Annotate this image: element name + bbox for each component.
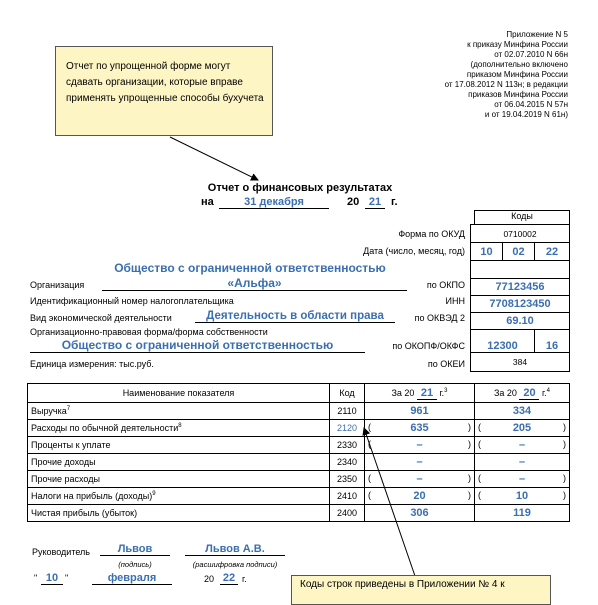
label-po-okopf: по ОКОПФ/ОКФС [392,341,465,351]
label-po-okpo: по ОКПО [426,280,465,290]
table-row [28,420,570,437]
label-units: Единица измерения: тыс.руб. [30,359,154,369]
legal-form-value: Общество с ограниченной ответственностью [30,338,365,353]
paren-open: ( [368,439,371,449]
row-code: 2350 [330,471,365,488]
activity-value: Деятельность в области права [195,310,395,323]
paren-close: ) [563,439,566,449]
row-value-v2: 10 ( ) [475,488,570,505]
row-value-v1: – [365,454,475,471]
sign-date-line [32,572,272,587]
org-name-line2: «Альфа» [102,276,407,291]
table-header-row [28,384,570,403]
report-year: 21 [365,196,385,209]
row-note: 7 [66,406,71,412]
year-suffix: г. [391,196,398,208]
callout-line-codes: Коды строк приведены в Приложении № 4 к [291,575,551,605]
appendix-line: Приложение N 5 [506,30,568,39]
date-month: 02 [503,243,535,261]
codes-header: Коды [474,210,570,224]
row-value-v1: 306 [365,505,475,522]
row-note: 9 [152,491,156,497]
paren-open: ( [478,473,481,483]
row-name: Выручка$^7$ [28,403,330,420]
appendix-line: приказов Минфина России [468,90,568,99]
sign-date-year: 22 [220,572,238,585]
paren-open: ( [478,422,481,432]
report-title: Отчет о финансовых результатах [207,182,393,194]
row-code: 2330 [330,437,365,454]
label-po-okved: по ОКВЭД 2 [414,313,465,323]
sign-date-suffix: г. [242,574,247,584]
row-code: 2410 [330,488,365,505]
label-director: Руководитель [32,547,90,557]
row-code: 2340 [330,454,365,471]
name-caption: (расшифровка подписи) [192,560,278,569]
header-col2-note: 4 [546,387,550,394]
paren-close: ) [563,473,566,483]
label-date: Дата (число, месяц, год) [363,246,465,256]
table-row [28,505,570,522]
financial-results-table [27,383,570,522]
header-name: Наименование показателя [28,384,330,403]
appendix-line: от 02.07.2010 N 66н [494,50,568,59]
appendix-line: к приказу Минфина России [467,40,568,49]
okfs-code: 16 [535,330,569,353]
row-name: Прочие расходы [28,471,330,488]
row-name: Прочие доходы [28,454,330,471]
appendix-line: приказом Минфина России [466,70,568,79]
row-code: 2400 [330,505,365,522]
okud-code: 0710002 [471,225,569,243]
table-row [28,471,570,488]
paren-close: ) [468,473,471,483]
okopf-code: 12300 [471,330,535,353]
row-value-v1: – ( ) [365,437,475,454]
label-organization: Организация [30,280,85,290]
paren-open: ( [368,490,371,500]
inn-code: 7708123450 [471,296,569,313]
table-row [28,403,570,420]
report-date-line [195,196,415,212]
appendix-line: от 06.04.2015 N 57н [494,100,568,109]
okpo-code: 77123456 [471,279,569,296]
paren-close: ) [468,490,471,500]
sign-date-quote-close: " [65,573,69,583]
table-row [28,437,570,454]
date-day: 10 [471,243,503,261]
sign-date-month: февраля [92,572,172,585]
row-name: Расходы по обычной деятельности$^8$ [28,420,330,437]
label-inn-full: Идентификационный номер налогоплательщика [30,296,234,306]
row-value-v2: – ( ) [475,437,570,454]
appendix-line: от 17.08.2012 N 113н; в редакции [444,80,568,89]
row-code: 2110 [330,403,365,420]
director-signature: Львов [100,543,170,556]
header-col2-year: 20 [519,387,539,400]
org-name-line1: Общество с ограниченной ответственностью [114,261,386,275]
row-value-v1: 20 ( ) [365,488,475,505]
row-value-v2: 334 [475,403,570,420]
row-note: 8 [178,423,182,429]
row-value-v2: – ( ) [475,471,570,488]
row-value-v2: – [475,454,570,471]
row-value-v1: 961 [365,403,475,420]
appendix-line: (дополнительно включено [470,60,568,69]
okved-code: 69.10 [471,313,569,330]
date-prefix: на [201,196,214,208]
signature-caption: (подпись) [118,560,152,569]
callout-simplified-form: Отчет по упрощенной форме могут сдавать организации, которые вправе применять упрощенные способы бухучета [55,46,273,136]
header-code: Код [330,384,365,403]
row-value-v1: – ( ) [365,471,475,488]
row-value-v1: 635 ( ) [365,420,475,437]
label-legal-form: Организационно-правовая форма/форма собственности [30,327,268,337]
appendix-line: и от 19.04.2019 N 61н) [484,110,568,119]
header-col1-year: 21 [417,387,437,400]
codes-grid [471,225,569,371]
paren-open: ( [368,422,371,432]
paren-open: ( [478,490,481,500]
header-col1-note: 3 [444,387,448,394]
sign-date-quote-open: " [34,573,38,583]
date-year: 22 [535,243,569,261]
row-code: 2120 [330,420,365,437]
table-row [28,488,570,505]
sign-date-year-prefix: 20 [204,574,215,584]
row-value-v2: 119 [475,505,570,522]
row-name: Проценты к уплате [28,437,330,454]
sign-date-day: 10 [41,572,63,585]
header-col1: За 20 21 г.$^3$ [365,384,475,403]
director-name: Львов А.В. [185,543,285,556]
paren-close: ) [468,422,471,432]
blank-code-row [471,261,569,279]
year-prefix: 20 [347,196,360,208]
report-date: 31 декабря [219,196,329,209]
row-value-v2: 205 ( ) [475,420,570,437]
header-col2: За 20 20 г.$^4$ [475,384,570,403]
row-name: Налоги на прибыль (доходы)$^9$ [28,488,330,505]
arrow-to-title [170,137,258,180]
row-name: Чистая прибыль (убыток) [28,505,330,522]
label-activity: Вид экономической деятельности [30,313,172,323]
table-row [28,454,570,471]
label-form-okud: Форма по ОКУД [398,229,465,239]
label-po-okei: по ОКЕИ [427,359,465,369]
paren-close: ) [468,439,471,449]
paren-close: ) [563,422,566,432]
paren-open: ( [368,473,371,483]
label-inn: ИНН [445,296,465,306]
paren-open: ( [478,439,481,449]
okei-code: 384 [512,357,528,367]
paren-close: ) [563,490,566,500]
